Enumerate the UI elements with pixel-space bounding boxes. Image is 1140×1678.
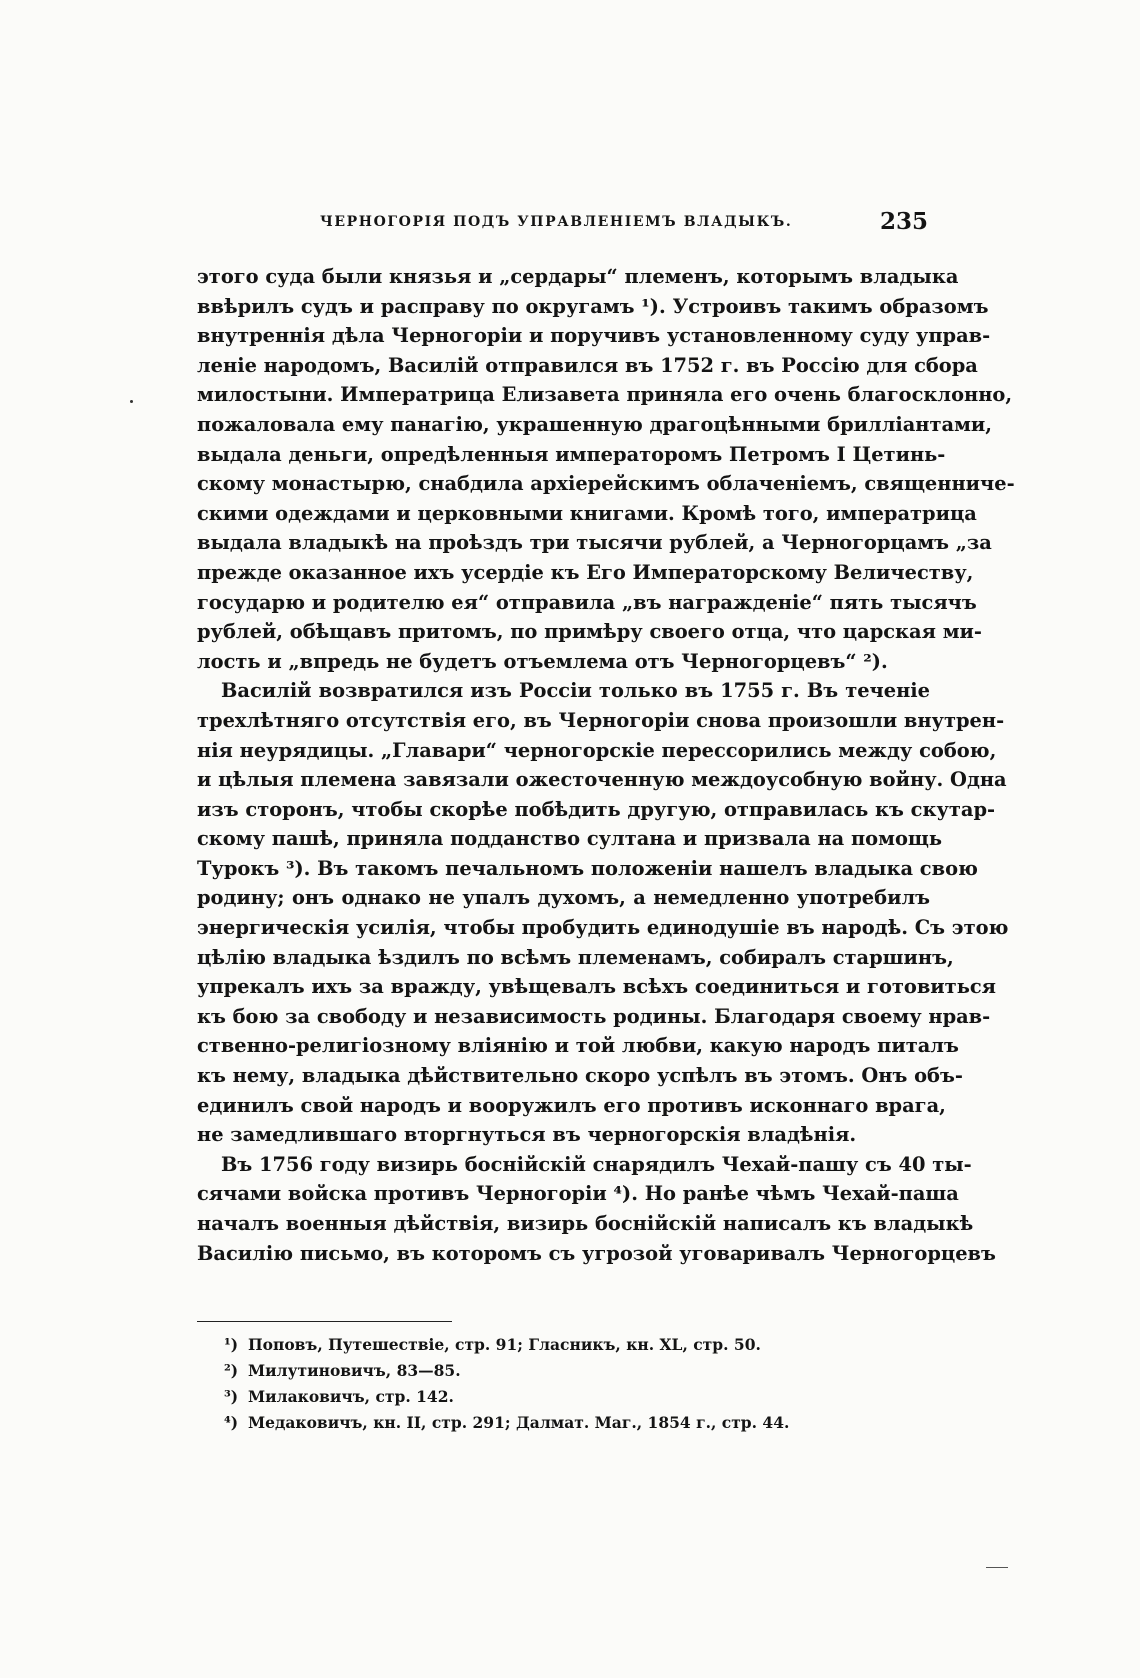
text-line: къ нему, владыка дѣйствительно скоро успѣлъ въ этомъ. Онъ объ- [197,1064,963,1088]
text-line: и цѣлыя племена завязали ожесточенную междоусобную войну. Одна [197,768,1007,792]
footnote-text: Милаковичъ, стр. 142. [248,1387,454,1406]
text-line: скому монастырю, снабдила архіерейскимъ облаченіемъ, священниче- [197,472,1015,496]
text-line: рублей, обѣщавъ притомъ, по примѣру своего отца, что царская ми- [197,620,982,644]
text-line: лость и „впредь не будетъ отъемлема отъ Черногорцевъ“ ²). [197,649,888,673]
text-line: скими одеждами и церковными книгами. Кромѣ того, императрица [197,501,977,525]
text-line: трехлѣтняго отсутствія его, въ Черногоріи снова произошли внутрен- [197,708,1005,732]
text-line: Василію письмо, въ которомъ съ угрозой уговаривалъ Черногорцевъ [197,1241,996,1265]
text-line: Въ 1756 году визирь боснійскій снарядилъ Чехай-пашу съ 40 ты- [221,1152,972,1176]
stray-mark [130,400,133,403]
text-line: началъ военныя дѣйствія, визирь боснійскій написалъ къ владыкѣ [197,1212,974,1235]
footnote-text: Поповъ, Путешествіе, стр. 91; Гласникъ, кн. XL, стр. 50. [248,1335,761,1354]
text-line: къ бою за свободу и независимость родины. Благодаря своему нрав- [197,1004,991,1028]
text-line: пожаловала ему панагію, украшенную драгоцѣнными брилліантами, [197,412,993,436]
margin-dash [986,1567,1008,1568]
footnote [224,1358,924,1384]
text-line: цѣлію владыка ѣздилъ по всѣмъ племенамъ, собиралъ старшинъ, [197,945,954,969]
footnote-marker: ⁴) [224,1413,239,1432]
text-line: этого суда были князья и „сердары“ племенъ, которымъ владыка [197,265,959,288]
text-line: сячами войска противъ Черногоріи ⁴). Но ранѣе чѣмъ Чехай-паша [197,1182,959,1206]
text-line: единилъ свой народъ и вооружилъ его противъ исконнаго врага, [197,1093,946,1117]
footnote [224,1384,924,1410]
running-head: ЧЕРНОГОРІЯ ПОДЪ УПРАВЛЕНІЕМЪ ВЛАДЫКЪ. [320,214,793,230]
text-line: изъ сторонъ, чтобы скорѣе побѣдить другую, отправилась къ скутар- [197,797,996,821]
text-line: энергическія усилія, чтобы пробудить единодушіе въ народѣ. Съ этою [197,916,1009,940]
footnote-divider [197,1321,452,1322]
text-line: внутреннія дѣла Черногоріи и поручивъ установленному суду управ- [197,324,991,348]
text-line: выдала владыкѣ на проѣздъ три тысячи рублей, а Черногорцамъ „за [197,531,992,555]
text-line: леніе народомъ, Василій отправился въ 1752 г. въ Россію для сбора [197,353,978,377]
text-line: родину; онъ однако не упалъ духомъ, а немедленно употребилъ [197,886,930,910]
footnote-marker: ²) [224,1361,239,1380]
body-text [197,262,1015,1268]
text-line: не замедлившаго вторгнуться въ черногорскія владѣнія. [197,1123,857,1147]
text-line: Василій возвратился изъ Россіи только въ 1755 г. Въ теченіе [221,679,930,703]
text-line: ственно-религіозному вліянію и той любви, какую народъ питалъ [197,1034,959,1058]
text-line: нія неурядицы. „Главари“ черногорскіе перессорились между собою, [197,738,997,762]
text-line: скому пашѣ, приняла подданство султана и призвала на помощь [197,827,943,851]
footnote-text: Милутиновичъ, 83—85. [248,1361,461,1380]
footnote [224,1332,924,1358]
footnote [224,1410,924,1436]
text-line: выдала деньги, опредѣленныя императоромъ Петромъ I Цетинь- [197,442,946,466]
text-line: государю и родителю ея“ отправила „въ награжденіе“ пять тысячъ [197,590,977,614]
text-line: упрекалъ ихъ за вражду, увѣщевалъ всѣхъ соединиться и готовиться [197,975,996,999]
footnotes [224,1332,924,1436]
footnote-marker: ¹) [224,1335,239,1354]
text-line: милостыни. Императрица Елизавета приняла его очень благосклонно, [197,383,1013,407]
text-line: ввѣрилъ судъ и расправу по округамъ ¹). Устроивъ такимъ образомъ [197,294,989,318]
page-header [200,208,928,240]
footnote-marker: ³) [224,1387,239,1406]
text-line: Турокъ ³). Въ такомъ печальномъ положеніи нашелъ владыка свою [197,856,978,880]
footnote-text: Медаковичъ, кн. II, стр. 291; Далмат. Маг., 1854 г., стр. 44. [248,1413,790,1432]
page-number: 235 [879,208,928,235]
text-line: прежде оказанное ихъ усердіе къ Его Императорскому Величеству, [197,560,974,584]
